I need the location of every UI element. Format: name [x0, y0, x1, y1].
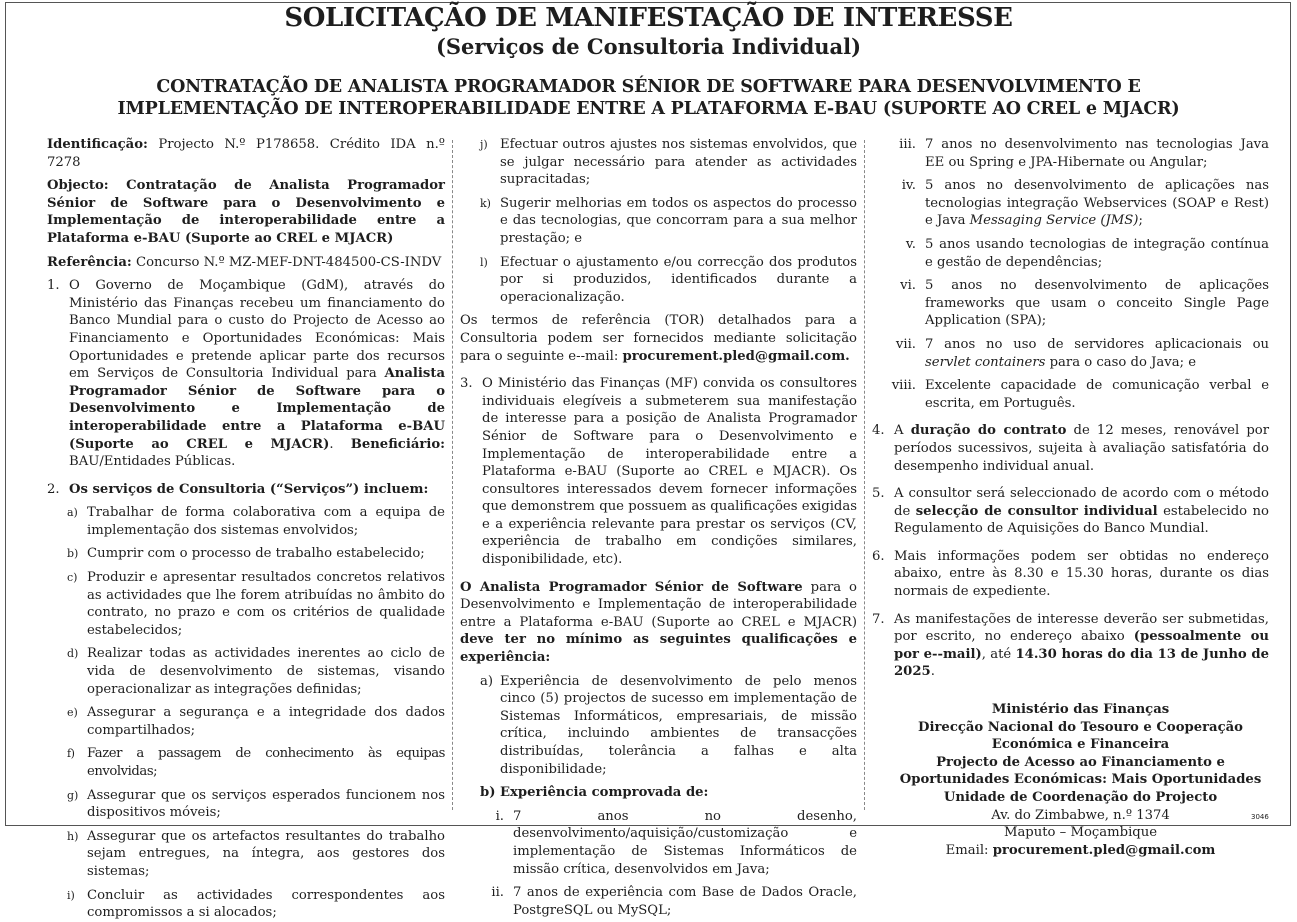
paragraph-text: de 12 meses, renovável por períodos sucessivos, sujeita à avaliação satisfatória do desempenho individual anual. — [894, 423, 1270, 474]
list-marker: h) — [67, 829, 79, 843]
list-item-text: Assegurar que os artefactos resultantes do trabalho sejam entregues, na íntegra, aos gestores dos sistemas; — [87, 828, 445, 879]
list-marker: a) — [67, 506, 78, 520]
list-item-text: Efectuar outros ajustes nos sistemas envolvidos, que se julgar necessário para atender as actividades supracitadas; — [500, 137, 857, 188]
experience-item — [872, 336, 1269, 371]
beneficiario-label: Beneficiário: — [350, 436, 445, 452]
list-marker: viii. — [891, 378, 916, 394]
list-item-text: Excelente capacidade de comunicação verbal e escrita, em Português. — [925, 378, 1269, 411]
column-divider — [452, 140, 453, 810]
list-item-italic: Messaging Service (JMS) — [969, 213, 1139, 229]
tor-paragraph — [460, 312, 857, 365]
requirements-intro — [460, 579, 857, 667]
paragraph-text: A consultor será seleccionado de acordo com o método de — [894, 486, 1269, 519]
list-marker: g) — [67, 788, 79, 802]
referencia-label: Referência: — [47, 254, 132, 270]
paragraph-number: 2. — [47, 481, 60, 497]
list-item-text: Trabalhar de forma colaborativa com a equipa de implementação dos sistemas envolvidos; — [87, 505, 445, 538]
list-item-text: Concluir as actividades correspondentes aos compromissos a si alocados; — [87, 887, 445, 921]
list-marker: k) — [480, 196, 491, 210]
list-marker: i) — [67, 888, 75, 902]
beneficiario-value: BAU/Entidades Públicas. — [69, 454, 236, 470]
list-item — [47, 704, 445, 739]
list-marker: c) — [67, 571, 78, 585]
paragraph-7 — [872, 611, 1269, 681]
paragraph-number: 1. — [47, 278, 60, 294]
list-item — [47, 887, 445, 922]
list-marker: e) — [67, 706, 78, 720]
column-divider — [864, 140, 865, 810]
deadline: 14.30 horas do dia 13 de Junho de 2025 — [894, 646, 1270, 680]
paragraph-3 — [460, 375, 857, 569]
paragraph-text: O Governo de Moçambique (GdM), através do Ministério das Finanças recebeu um financiamento do Banco Mundial para o custo do Projecto de Acesso ao Financiamento e Oportunidades Económicas: Mais Oportunidades e pretende aplicar parte dos recursos em Serviços de Consultoria Individual para — [69, 278, 445, 382]
list-item — [47, 745, 445, 780]
paragraph-text: O Ministério das Finanças (MF) convida os consultores individuais elegíveis a submeterem sua manifestação de interesse para a posição de Analista Programador Sénior de Software para o Desenvolvimento e Implementação de interoperabilidade entre a Plataforma e-BAU (Suporte ao CREL e MJACR). Os consultores interessados devem fornecer informações que demonstrem que possuem as qualificações exigidas e a experiência relevante para prestar os serviços (CV, experiência de trabalho em condições similares, disponibilidade, etc). — [482, 376, 857, 568]
ad-code: 3046 — [1251, 813, 1269, 821]
list-marker: ii. — [491, 885, 504, 901]
qualification-a — [460, 673, 857, 779]
list-item — [460, 136, 857, 189]
email-line — [892, 842, 1269, 860]
list-item-text: 5 anos usando tecnologias de integração contínua e gestão de dependências; — [925, 236, 1269, 270]
list-item-text: Experiência comprovada de: — [500, 785, 709, 801]
unit-name: Unidade de Coordenação do Projecto — [943, 790, 1218, 805]
paragraph-5 — [872, 485, 1269, 538]
list-item-text: 5 anos no desenvolvimento de aplicações frameworks que usam o conceito Single Page Application (SPA); — [925, 278, 1269, 329]
objecto — [47, 177, 445, 247]
qualification-b — [460, 784, 857, 802]
paragraph-2 — [47, 481, 445, 499]
page-subtitle: (Serviços de Consultoria Individual) — [435, 34, 862, 59]
referencia — [47, 254, 445, 272]
heading-line-1: CONTRATAÇÃO DE ANALISTA PROGRAMADOR SÉNIOR DE SOFTWARE PARA DESENVOLVIMENTO E — [156, 77, 1141, 97]
paragraph-number: 3. — [460, 376, 473, 392]
tor-text: Os termos de referência (TOR) detalhados para a Consultoria podem ser fornecidos mediante solicitação para o seguinte e--mail: — [460, 313, 857, 364]
list-marker: l) — [480, 255, 488, 269]
requirements-bold: deve ter no mínimo as seguintes qualificações e experiência: — [460, 632, 857, 666]
list-item-text: ; — [1138, 213, 1143, 229]
project-name: Projecto de Acesso ao Financiamento e Oportunidades Económicas: Mais Oportunidades — [899, 754, 1262, 788]
list-marker: i. — [495, 808, 504, 824]
list-marker: v. — [905, 236, 916, 252]
list-item-text: para o caso do Java; e — [1045, 354, 1197, 370]
experience-item — [460, 884, 857, 919]
list-item-text: Produzir e apresentar resultados concretos relativos as actividades que lhe forem atribuídas no âmbito do contrato, no prazo e com os critérios de qualidade estabelecidos; — [87, 570, 445, 638]
list-item-text: Efectuar o ajustamento e/ou correcção dos produtos por si produzidos, identificados durante a operacionalização. — [500, 254, 857, 305]
paragraph-text: . — [930, 664, 935, 680]
tor-email-link[interactable]: procurement.pled@gmail.com. — [622, 348, 850, 364]
list-item-italic: servlet containers — [925, 354, 1046, 370]
identificacao-label: Identificação: — [47, 137, 148, 152]
experience-item — [872, 177, 1269, 230]
list-marker: vii. — [895, 336, 916, 352]
list-item — [47, 828, 445, 881]
list-item — [460, 195, 857, 248]
list-item-text: Realizar todas as actividades inerentes ao ciclo de vida de desenvolvimento de sistemas, visando operacionalizar as integrações definidas; — [87, 646, 445, 697]
paragraph-1 — [47, 277, 445, 471]
list-marker: vi. — [900, 278, 916, 294]
requirements-bold: O Analista Programador Sénior de Software — [460, 579, 803, 595]
services-heading: Os serviços de Consultoria (“Serviços”) incluem: — [69, 481, 429, 497]
address-city: Maputo – Moçambique — [1003, 825, 1158, 841]
list-item-text: Experiência de desenvolvimento de pelo menos cinco (5) projectos de sucesso em implementação de Sistemas Informáticos, empresariais, de missão crítica, incluindo ambientes de transacções distribuídas, tolerância a falhas e alta disponibilidade; — [500, 673, 857, 777]
experience-item — [872, 377, 1269, 412]
paragraph-text: As manifestações de interesse deverão ser submetidas, por escrito, no endereço abaixo — [894, 611, 1269, 645]
list-item-text: Cumprir com o processo de trabalho estabelecido; — [87, 546, 425, 562]
list-item — [47, 569, 445, 639]
experience-item — [872, 136, 1269, 171]
paragraph-bold-text: selecção de consultor individual — [915, 503, 1158, 519]
list-item — [47, 545, 445, 563]
paragraph-bold-text: (pessoalmente ou por e--mail) — [894, 629, 1269, 662]
list-item-text: 7 anos no uso de servidores aplicacionais ou — [925, 336, 1269, 352]
paragraph-text: estabelecido no Regulamento de Aquisições do Banco Mundial. — [894, 503, 1269, 537]
experience-item — [460, 808, 857, 878]
paragraph-text: A — [894, 423, 911, 439]
ministry-name: Ministério das Finanças — [991, 702, 1170, 718]
list-item-text: 5 anos no desenvolvimento de aplicações nas tecnologias integração Webservices (SOAP e Rest) e Java — [925, 178, 1269, 229]
referencia-value: Concurso N.º MZ-MEF-DNT-484500-CS-INDV — [131, 254, 442, 270]
directorate-name: Direcção Nacional do Tesouro e Cooperação Económica e Financeira — [918, 719, 1243, 753]
column-2 — [460, 136, 857, 919]
page-title: SOLICITAÇÃO DE MANIFESTAÇÃO DE INTERESSE — [284, 3, 1013, 33]
identificacao — [47, 136, 445, 171]
list-marker: b) — [67, 547, 79, 561]
list-item — [47, 504, 445, 539]
objecto-label: Objecto: — [47, 178, 109, 194]
paragraph-6 — [872, 548, 1269, 601]
heading-line-2: IMPLEMENTAÇÃO DE INTEROPERABILIDADE ENTRE A PLATAFORMA E-BAU (SUPORTE AO CREL e MJACR) — [117, 99, 1180, 119]
experience-item — [872, 277, 1269, 330]
list-item-text: Assegurar que os serviços esperados funcionem nos dispositivos móveis; — [87, 787, 445, 821]
signature-block — [872, 701, 1269, 859]
list-marker: a) — [480, 673, 494, 689]
list-item — [47, 787, 445, 822]
list-item — [460, 254, 857, 307]
address-line: Av. do Zimbabwe, n.º 1374 — [991, 807, 1170, 823]
objecto-value: Contratação de Analista Programador Sénior de Software para o Desenvolvimento e Implementação de interoperabilidade entre a Plataforma e-BAU (Suporte ao CREL e MJACR) — [47, 178, 445, 246]
email-label: Email: — [945, 842, 993, 858]
paragraph-4 — [872, 422, 1269, 475]
paragraph-text: . — [329, 436, 351, 452]
paragraph-bold-text: Analista Programador Sénior de Software para o Desenvolvimento e Implementação de interoperabilidade entre a Plataforma e-BAU (Suporte ao CREL e MJACR) — [69, 366, 445, 452]
list-item-text: Fazer a passagem de conhecimento às equipas envolvidas; — [87, 746, 445, 779]
list-marker: iii. — [899, 137, 916, 152]
paragraph-number: 7. — [872, 611, 885, 627]
paragraph-number: 5. — [872, 486, 885, 502]
list-marker: f) — [67, 747, 75, 761]
identificacao-value: Projecto N.º P178658. Crédito IDA n.º 7278 — [47, 137, 445, 170]
column-1 — [47, 136, 445, 922]
paragraph-number: 6. — [872, 548, 885, 564]
paragraph-number: 4. — [872, 423, 885, 439]
paragraph-text: Mais informações podem ser obtidas no endereço abaixo, entre às 8.30 e 15.30 horas, durante os dias normais de expediente. — [894, 548, 1269, 600]
experience-item — [872, 236, 1269, 271]
requirements-text: para o Desenvolvimento e Implementação de interoperabilidade entre a Plataforma e-BAU (Suporte ao CREL e MJACR) — [460, 579, 857, 630]
email-link[interactable]: procurement.pled@gmail.com — [992, 842, 1216, 858]
list-marker: iv. — [901, 178, 916, 194]
list-item-text: Assegurar a segurança e a integridade dos dados compartilhados; — [87, 705, 445, 738]
list-item-text: 7 anos no desenvolvimento nas tecnologias Java EE ou Spring e JPA-Hibernate ou Angular; — [925, 137, 1269, 170]
column-3 — [872, 136, 1269, 859]
list-marker: b) — [480, 785, 496, 801]
paragraph-text: , até — [981, 646, 1016, 662]
list-item — [47, 645, 445, 698]
paragraph-bold-text: duração do contrato — [910, 423, 1067, 439]
list-item-text: 7 anos de experiência com Base de Dados Oracle, PostgreSQL ou MySQL; — [513, 885, 857, 918]
list-item-text: Sugerir melhorias em todos os aspectos do processo e das tecnologias, que concorram para a sua melhor prestação; e — [500, 195, 857, 246]
list-marker: j) — [480, 138, 488, 151]
list-marker: d) — [67, 647, 79, 661]
list-item-text: 7 anos no desenho, desenvolvimento/aquisição/customização e implementação de Sistemas Informáticos de missão crítica, desenvolvidos em Java; — [513, 808, 857, 877]
